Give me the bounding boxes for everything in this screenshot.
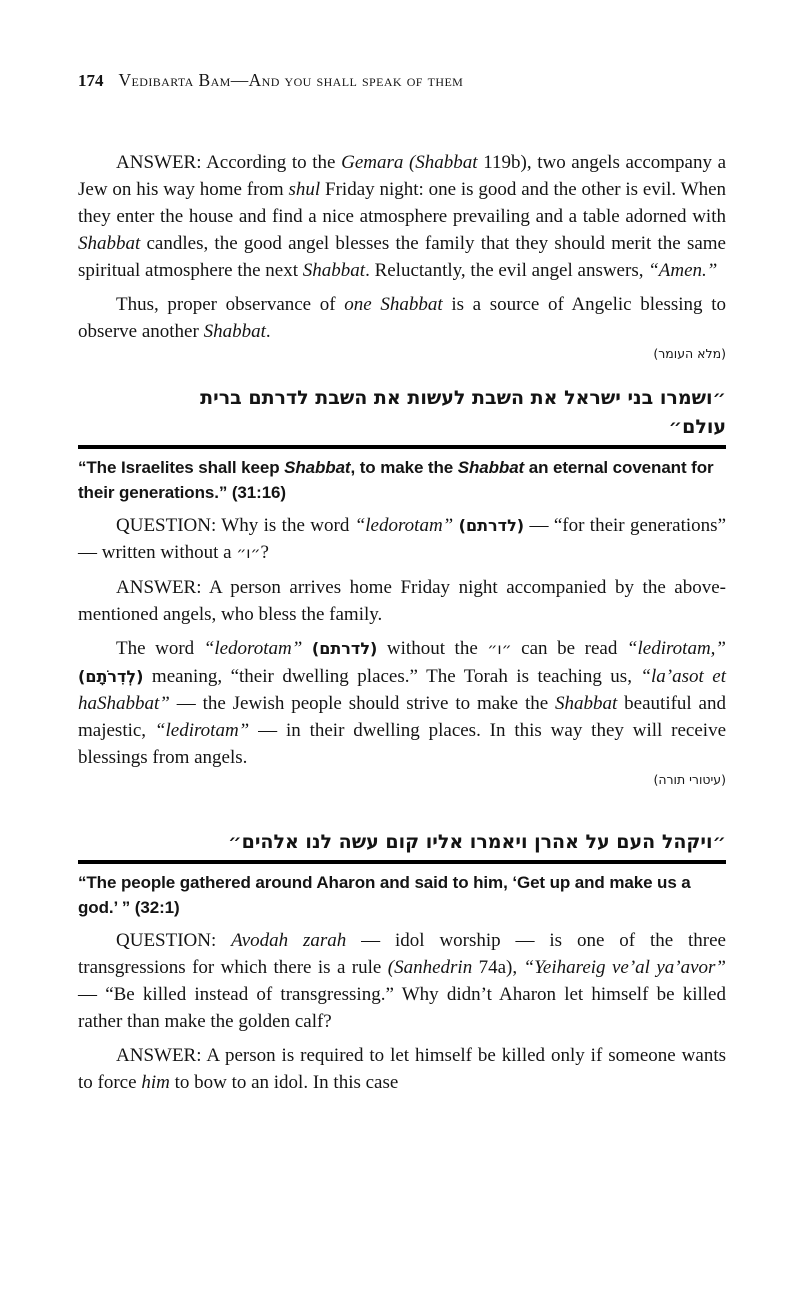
source-citation-melo-haomer: (מלא העומר) — [653, 346, 726, 361]
section-shabbat-covenant — [78, 384, 726, 788]
answer-paragraph-conclusion: Thus, proper observance of one Shabbat is a source of Angelic blessing to observe another Shabbat. — [78, 294, 726, 342]
hebrew-verse-heading-shabbat — [78, 384, 726, 442]
hebrew-heading-line: ״ושמרו בני ישראל את השבת לעשות את השבת לדרתם ברית — [200, 387, 726, 409]
hebrew-verse-heading-vayakhel — [78, 828, 726, 857]
source-citation-iturei-torah: (עיטורי תורה) — [653, 772, 726, 787]
hebrew-heading-line: ״ויקהל העם על אהרן ויאמרו אליו קום עשה לנו אלהים״ — [228, 831, 726, 853]
running-header — [78, 70, 726, 91]
answer-paragraph-angels: ANSWER: A person arrives home Friday night accompanied by the above-mentioned angels, who bless the family. — [78, 577, 726, 625]
body-paragraph-ledirotam: The word “ledorotam” (לדרתם) without the ״ו״ can be read “ledirotam,” (לְדִרֹתָם) meaning, “their dwelling places.” The Torah is teaching us, “la’asot et haShabbat” — the Jewish people should strive to make the Shabbat beautiful and majestic, “ledirotam” — in their dwelling places. In this way they will receive blessings from angels. — [78, 638, 726, 768]
answer-paragraph-killed: ANSWER: A person is required to let himself be killed only if someone wants to force him to bow to an idol. In this case — [78, 1045, 726, 1093]
verse-translation-31-16: “The Israelites shall keep Shabbat, to make the Shabbat an eternal covenant for their generations.” (31:16) — [78, 458, 714, 502]
answer-paragraph-gemara: ANSWER: According to the Gemara (Shabbat 119b), two angels accompany a Jew on his way home from shul Friday night: one is good and the other is evil. When they enter the house and find a nice atmosphere prevailing and a table adorned with Shabbat candles, the good angel blesses the family that they should merit the same spiritual atmosphere the next Shabbat. Reluctantly, the evil angel answers, “Amen.” — [78, 152, 727, 281]
book-title: Vedibarta Bam—And you shall speak of them — [118, 70, 464, 90]
question-paragraph-ledorotam: QUESTION: Why is the word “ledorotam” (לדרתם) — “for their generations” — written without a ״ו״? — [78, 515, 727, 563]
section-divider-rule — [78, 445, 726, 449]
hebrew-heading-line: עולם״ — [668, 416, 726, 438]
section-golden-calf — [78, 828, 726, 1096]
section-divider-rule — [78, 860, 726, 864]
question-paragraph-avodah-zarah: QUESTION: Avodah zarah — idol worship — is one of the three transgressions for which there is a rule (Sanhedrin 74a), “Yeihareig ve’al ya’avor” — “Be killed instead of transgressing.” Why didn’t Aharon let himself be killed rather than make the golden calf? — [78, 930, 727, 1032]
verse-translation-32-1: “The people gathered around Aharon and said to him, ‘Get up and make us a god.’ ” (32:1) — [78, 873, 691, 917]
page-number: 174 — [78, 71, 104, 90]
